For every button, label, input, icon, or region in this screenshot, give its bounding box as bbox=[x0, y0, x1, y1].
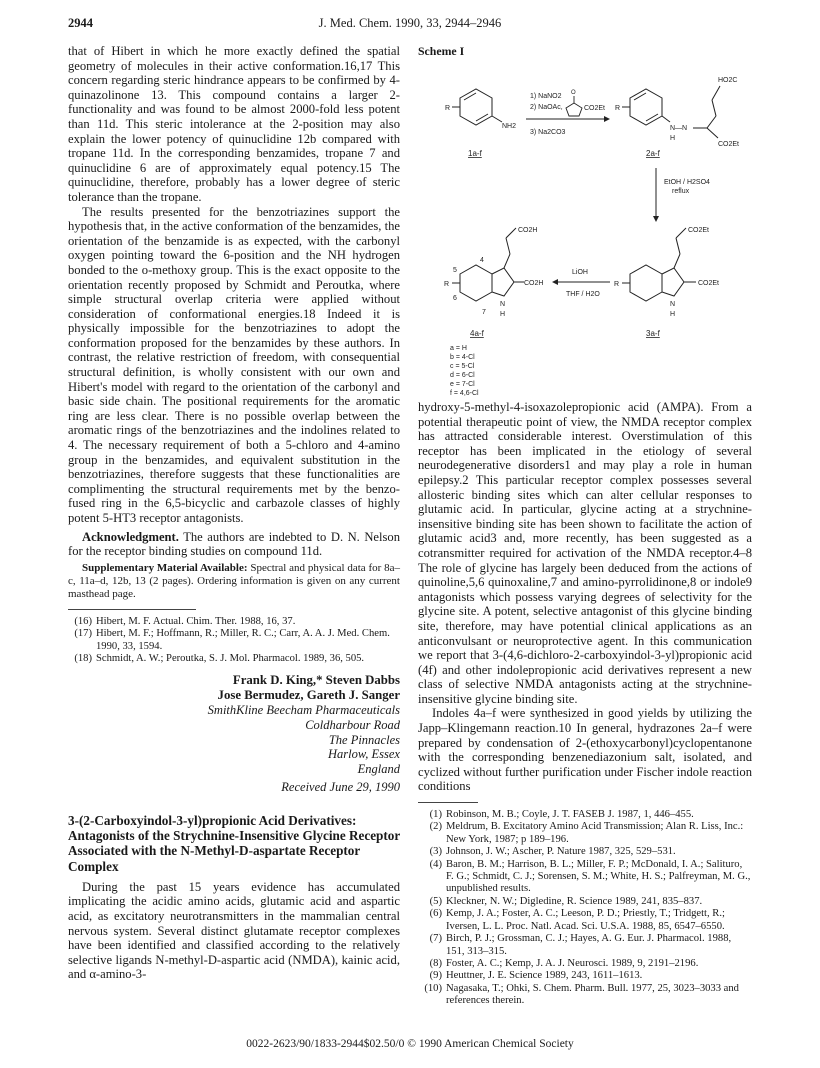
reaction-scheme bbox=[418, 44, 752, 400]
co2et-label: CO2Et bbox=[688, 227, 710, 234]
h-label: H bbox=[670, 135, 676, 142]
r-label: R bbox=[445, 105, 451, 112]
author-block bbox=[68, 673, 400, 795]
h-label: H bbox=[670, 311, 676, 318]
position-label: 4 bbox=[480, 257, 484, 264]
co2et-label: CO2Et bbox=[698, 280, 720, 287]
affiliation-line: Coldharbour Road bbox=[305, 718, 400, 732]
compound-label: 3a-f bbox=[646, 329, 660, 338]
article-title: 3-(2-Carboxyindol-3-yl)propionic Acid Derivatives: Antagonists of the Strychnine-Insensitive Glycine Receptor Associated with the N-Methyl-D-aspartate Receptor Complex bbox=[68, 812, 400, 874]
compound-3-structure bbox=[622, 228, 696, 301]
reference-item: (4) Baron, B. M.; Harrison, B. L.; Miller, F. P.; McDonald, I. A.; Salituro, F. G.; Schmidt, C. J.; Sorensen, S. M.; White, H. S.; Palfreyman, M. G., unpublished results. bbox=[429, 858, 751, 895]
nh2-label: NH2 bbox=[502, 123, 517, 130]
affiliation-line: England bbox=[357, 761, 400, 776]
reference-item: (17) Hibert, M. F.; Hoffmann, R.; Miller, R. C.; Carr, A. A. J. Med. Chem. 1990, 33, 1594. bbox=[74, 628, 390, 652]
author-names: Frank D. King,* Steven Dabbs bbox=[232, 673, 400, 688]
reference-item: (5) Kleckner, N. W.; Digledine, R. Science 1989, 241, 835–837. bbox=[429, 895, 703, 907]
copyright-footer: 0022-2623/90/1833-2944$02.50/0 © 1990 American Chemical Society bbox=[246, 1038, 574, 1050]
affiliation-line: SmithKline Beecham Pharmaceuticals bbox=[207, 703, 400, 718]
acknowledgment bbox=[68, 530, 400, 559]
supp-text: Spectral and physical data for 8a–c, 11a–d, 12b, 13 (2 pages). Ordering information is given on any current masthead page. bbox=[68, 561, 400, 600]
page-number: 2944 bbox=[68, 16, 93, 30]
reagent-line: 2) NaOAc, bbox=[530, 104, 563, 111]
position-label: 6 bbox=[453, 295, 457, 302]
substituent: c = 5-Cl bbox=[450, 363, 475, 370]
reagent-line: 1) NaNO2 bbox=[530, 93, 562, 100]
azo-label: N—N bbox=[670, 125, 688, 132]
journal-citation: J. Med. Chem. 1990, 33, 2944–2946 bbox=[318, 16, 502, 30]
footnote-divider bbox=[68, 609, 196, 610]
r-label: R bbox=[615, 105, 621, 112]
supplementary-material bbox=[68, 562, 400, 601]
compound-label: 4a-f bbox=[470, 329, 484, 338]
arrowhead bbox=[552, 279, 558, 285]
footnote-divider bbox=[418, 802, 478, 803]
reagent-line: THF / H2O bbox=[566, 291, 600, 298]
reference-item: (16) Hibert, M. F. Actual. Chim. Ther. 1988, 16, 37. bbox=[74, 615, 296, 627]
substituent: a = H bbox=[450, 345, 467, 352]
ack-heading: Acknowledgment. bbox=[82, 529, 179, 544]
reference-item: (3) Johnson, J. W.; Ascher, P. Nature 1987, 325, 529–531. bbox=[429, 846, 676, 858]
right-column bbox=[418, 44, 752, 1008]
reference-item: (8) Foster, A. C.; Kemp, J. A. J. Neurosci. 1989, 9, 2191–2196. bbox=[429, 957, 699, 969]
co2h-label: CO2H bbox=[524, 280, 544, 287]
paragraph: Indoles 4a–f were synthesized in good yields by utilizing the Japp–Klingemann reaction.10 In general, hydrazones 2a–f were prepared by condensation of 2-(ethoxycarbonyl)cyclopentanone with the corresponding benzenediazonium salt, isolated, and cyclized without further purification under Fischer indole reaction conditions bbox=[418, 706, 752, 794]
scheme-label: Scheme I bbox=[418, 44, 465, 58]
left-references bbox=[68, 616, 400, 666]
reference-item: (2) Meldrum, B. Excitatory Amino Acid Transmission; Alan R. Liss, Inc.: New York, 1987; p 189–196. bbox=[429, 821, 744, 845]
right-references bbox=[418, 809, 752, 1008]
reagent-line: LiOH bbox=[572, 269, 588, 276]
position-label: 7 bbox=[482, 309, 486, 316]
n-label: N bbox=[500, 301, 506, 308]
reference-item: (6) Kemp, J. A.; Foster, A. C.; Leeson, P. D.; Priestly, T.; Tridgett, R.; Iversen, L. L. Proc. Natl. Acad. Sci. U.S.A. 1988, 85, 6547–6550. bbox=[429, 908, 725, 932]
compound-label: 2a-f bbox=[646, 149, 660, 158]
co2h-label: CO2H bbox=[518, 227, 538, 234]
reference-item: (10) Nagasaka, T.; Ohki, S. Chem. Pharm. Bull. 1977, 25, 3023–3033 and references therein. bbox=[424, 982, 739, 1007]
compound-4-structure bbox=[452, 228, 524, 301]
reference-item: (1) Robinson, M. B.; Coyle, J. T. FASEB J. 1987, 1, 446–455. bbox=[429, 809, 694, 821]
substituent: b = 4-Cl bbox=[450, 354, 475, 361]
arrowhead bbox=[653, 216, 659, 222]
affiliation-line: Harlow, Essex bbox=[328, 747, 400, 762]
h-label: H bbox=[500, 311, 506, 318]
compound-1-structure bbox=[452, 89, 502, 125]
reference-item: (9) Heuttner, J. E. Science 1989, 243, 1611–1613. bbox=[429, 970, 643, 982]
reference-item: (18) Schmidt, A. W.; Peroutka, S. J. Mol. Pharmacol. 1989, 36, 505. bbox=[74, 653, 365, 664]
reference-item: (7) Birch, P. J.; Grossman, C. J.; Hayes, A. G. Eur. J. Pharmacol. 1988, 151, 313–315. bbox=[429, 933, 732, 957]
co2et-label: CO2Et bbox=[718, 141, 740, 148]
r-label: R bbox=[444, 281, 450, 288]
substituent: d = 6-Cl bbox=[450, 372, 475, 379]
substituent: f = 4,6-Cl bbox=[450, 390, 479, 396]
paragraph: hydroxy-5-methyl-4-isoxazolepropionic acid (AMPA). From a potential therapeutic point of view, the NMDA receptor complex has attracted considerable interest. Overstimulation of this receptor has been implicated in the etiology of several neurodegenerative disorders1 and may play a role in human epilepsy.2 This particular receptor complex possesses several allosteric binding sites which can alter cellular responses to glutamic acid. In particular, glycine acting at a strychnine-insensitive binding site has been shown to facilitate the action of glutamic acid3 and, more recently, has been suggested as a cotransmitter required for activation of the NMDA receptor.4–8 The role of glycine has largely been deduced from the actions of quinoline,5,6 quinoxaline,7 and amino-pyrrolidinone,8 or indole9 antagonists which possess varying degrees of selectivity for the glycine site. A potent, selective antagonist of this glycine binding site, therefore, may have potential clinical applications as an anticonvulsant or neuroprotective agent. In this communication we report that 3-(4,6-dichloro-2-carboxyindol-3-yl)propionic acid (4f) and other indolepropionic acid derivatives represent a new class of selective NMDA antagonists acting at the strychnine-insensitive glycine binding site. bbox=[418, 400, 752, 706]
ack-text: The authors are indebted to D. N. Nelson for the receptor binding studies on compound 11d. bbox=[68, 529, 400, 559]
reagent-line: reflux bbox=[672, 188, 690, 195]
ho2c-label: HO2C bbox=[718, 77, 738, 84]
page-header bbox=[68, 16, 752, 34]
affiliation-line: The Pinnacles bbox=[328, 732, 400, 747]
paragraph: During the past 15 years evidence has accumulated implicating the acidic amino acids, glutamic acid and aspartic acid, as excitatory neurotransmitters in the mammalian central nervous system. Several distinct glutamate receptor complexes have been identified and classified according to the relatively selective ligands N-methyl-D-aspartic acid (NMDA), kainic acid, and α-amino-3- bbox=[68, 879, 400, 982]
left-column bbox=[68, 44, 400, 982]
cyclopentanone-structure bbox=[566, 96, 582, 116]
substituent: e = 7-Cl bbox=[450, 381, 475, 388]
compound-label: 1a-f bbox=[468, 149, 482, 158]
position-label: 5 bbox=[453, 267, 457, 274]
paragraph: that of Hibert in which he more exactly defined the spatial geometry of molecules in their active conformation.16,17 This concern regarding steric hindrance appears to be confirmed by 4-quinazolinone 13. This compound contains a larger 2-functionality and was found to be almost 2000-fold less potent than 11d. This steric intolerance at the 2-position may also explain the lower potency of quinuclidine 12b compared with tropane 11d. In the corresponding benzamides, tropane 7 and quinuclidine 6 are of approximately equal potency.15 The quinuclidine, therefore, probably has a lower degree of steric tolerance than the tropane. bbox=[68, 44, 400, 204]
received-date: Received June 29, 1990 bbox=[281, 780, 400, 795]
svg-text:O: O bbox=[571, 90, 576, 96]
reagent-line: 3) Na2CO3 bbox=[530, 129, 566, 136]
reagent-line: EtOH / H2SO4 bbox=[664, 179, 710, 186]
arrowhead bbox=[604, 116, 610, 122]
reagent-ester: CO2Et bbox=[584, 105, 606, 112]
scheme-graphic bbox=[418, 56, 752, 396]
supp-heading: Supplementary Material Available: bbox=[82, 561, 248, 574]
r-label: R bbox=[614, 281, 620, 288]
paragraph: The results presented for the benzotriazines support the hypothesis that, in the active conformation of the benzamides, the orientation of the benzamide is as expected, with the carbonyl oxygen pointing toward the 6-position and the NH hydrogen bonded to the o-methoxy group. This is the exact opposite to the orientation recently proposed by Schmidt and Peroutka, where simple structural overlap criteria were applied without consideration of conformational energies.18 Indeed it is physically impossible for the benzotriazines to adopt the conformation proposed for the benzamides by these authors. In contrast, the relative restriction of freedom, with consequential structural definition, is wholly consistent with our own and Hibert's model with regard to the orientation of the carbonyl and basic side chain. The positional requirements for the aromatic ring are less clear. There is no possible overlap between the aromatic rings of the benzotriazines and the indolines related to 4. The necessary requirement of both a 5-chloro and 4-amino group in the benzamides, and equivalent substitution in the benzotriazines, therefore suggests that these functionalities are complimenting the structural requirements met by the benzo-fused ring in the 6,5-bicyclic and carbazole classes of highly potent 5-HT3 receptor antagonists. bbox=[68, 204, 400, 525]
n-label: N bbox=[670, 301, 676, 308]
author-names: Jose Bermudez, Gareth J. Sanger bbox=[217, 688, 400, 703]
